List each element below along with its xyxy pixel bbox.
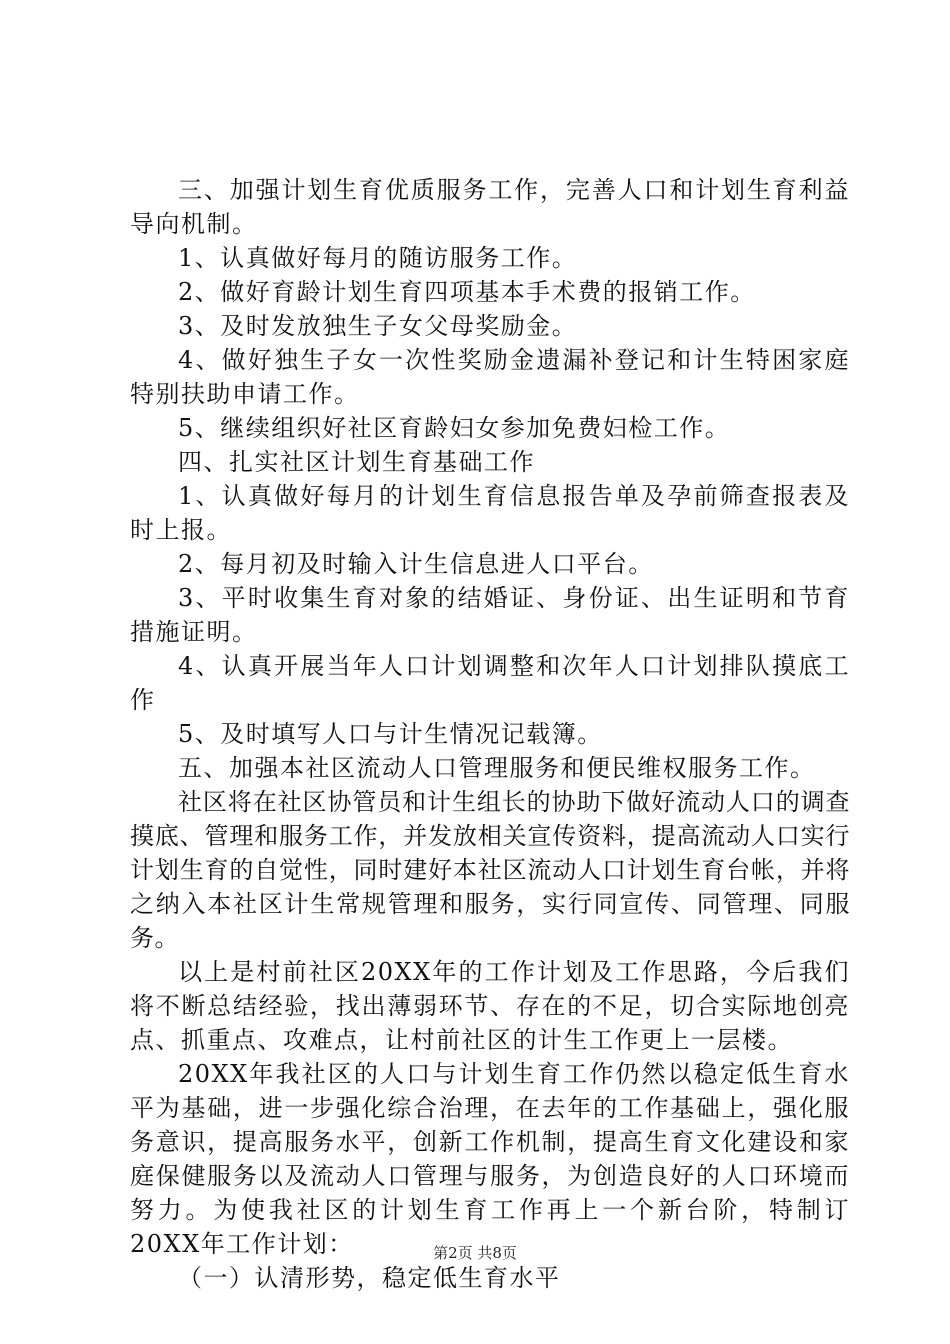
- paragraph-item: 4、做好独生子女一次性奖励金遗漏补登记和计生特困家庭特别扶助申请工作。: [130, 346, 850, 408]
- paragraph-subsection: （一）认清形势，稳定低生育水平: [178, 1264, 561, 1292]
- paragraph-item: 2、做好育龄计划生育四项基本手术费的报销工作。: [178, 278, 756, 306]
- paragraph-item: 3、及时发放独生子女父母奖励金。: [178, 312, 578, 340]
- paragraph-body: 社区将在社区协管员和计生组长的协助下做好流动人口的调查摸底、管理和服务工作，并发放相关宣传资料，提高流动人口实行计划生育的自觉性，同时建好本社区流动人口计划生育台帐，并将之纳入本社区计生常规管理和服务，实行同宣传、同管理、同服务。: [130, 788, 850, 952]
- paragraph-item: 4、认真开展当年人口计划调整和次年人口计划排队摸底工作: [130, 652, 850, 714]
- paragraph-section-4: 四、扎实社区计划生育基础工作: [178, 448, 535, 476]
- paragraph-section-3: 三、加强计划生育优质服务工作，完善人口和计划生育利益导向机制。: [130, 176, 850, 238]
- paragraph-item: 1、认真做好每月的计划生育信息报告单及孕前筛查报表及时上报。: [130, 482, 850, 544]
- paragraph-item: 5、继续组织好社区育龄妇女参加免费妇检工作。: [178, 414, 731, 442]
- document-body: [130, 173, 850, 1295]
- page-footer: 第2页 共8页: [433, 1244, 517, 1262]
- paragraph-item: 2、每月初及时输入计生信息进人口平台。: [178, 550, 654, 578]
- paragraph-body: 20XX年我社区的人口与计划生育工作仍然以稳定低生育水平为基础，进一步强化综合治理，在去年的工作基础上，强化服务意识，提高服务水平，创新工作机制，提高生育文化建设和家庭保健服务以及流动人口管理与服务，为创造良好的人口环境而努力。为使我社区的计划生育工作再上一个新台阶，特制订20XX年工作计划：: [130, 1060, 850, 1258]
- paragraph-section-5: 五、加强本社区流动人口管理服务和便民维权服务工作。: [178, 754, 816, 782]
- paragraph-item: 1、认真做好每月的随访服务工作。: [178, 244, 578, 272]
- paragraph-body: 以上是村前社区20XX年的工作计划及工作思路，今后我们将不断总结经验，找出薄弱环节、存在的不足，切合实际地创亮点、抓重点、攻难点，让村前社区的计生工作更上一层楼。: [130, 958, 850, 1054]
- paragraph-item: 3、平时收集生育对象的结婚证、身份证、出生证明和节育措施证明。: [130, 584, 850, 646]
- paragraph-item: 5、及时填写人口与计生情况记载簿。: [178, 720, 603, 748]
